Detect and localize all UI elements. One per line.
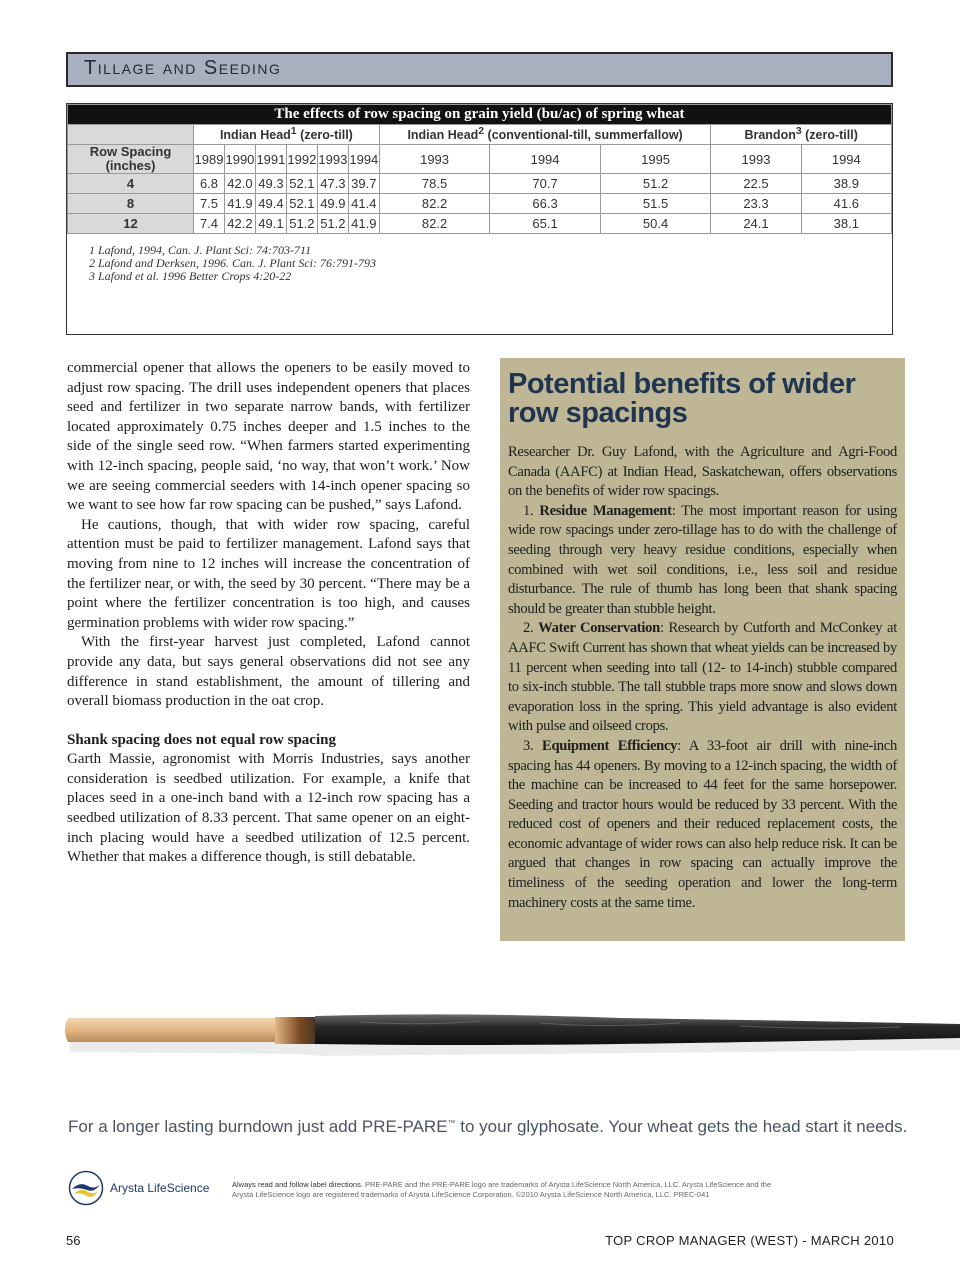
yield-cell: 50.4 — [600, 214, 711, 234]
article-column — [67, 359, 470, 868]
row-spacing-header: Row Spacing (inches) — [68, 145, 194, 174]
page-number: 56 — [66, 1233, 81, 1248]
article-paragraph: commercial opener that allows the openers to be easily moved to adjust row spacing. The drill uses independent openers that places seed and fertilizer in two separate narrow bands, with fertilizer located approximately 0.75 inches deeper and 1.5 inches to the side of the single seed row. “When farmers started experimenting with 12-inch spacing, people said, ‘no way, that won’t work.’ Now we are seeing commercial seeders with 14-inch opener spacing so we want to see how far row spacing can be pushed,” says Lafond. — [67, 360, 470, 514]
year-cell: 1992 — [286, 145, 317, 174]
yield-cell: 82.2 — [379, 214, 490, 234]
yield-cell: 51.2 — [600, 174, 711, 194]
row-spacing-value: 8 — [68, 194, 194, 214]
yield-cell: 49.9 — [317, 194, 348, 214]
yield-cell: 52.1 — [286, 194, 317, 214]
yield-cell: 51.5 — [600, 194, 711, 214]
logo-text: Arysta LifeScience — [110, 1181, 210, 1195]
article-subhead: Shank spacing does not equal row spacing — [67, 731, 336, 748]
yield-cell: 6.8 — [194, 174, 225, 194]
year-cell: 1994 — [801, 145, 891, 174]
year-cell: 1993 — [379, 145, 490, 174]
empty-corner — [68, 125, 194, 145]
footnote: 2 Lafond and Derksen, 1996. Can. J. Plant Sci: 76:791-793 — [89, 256, 376, 270]
sidebar-item: 1. Residue Management: The most important reason for using wide row spacings under zero-tillage has to do with the challenge of seeding through very heavy residue conditions, especially when combined with wet soil conditions, i.e., less soil and residue disturbance. The rule of thumb has long been that shank spacing should be greater than stubble height. — [508, 502, 897, 617]
table-row — [68, 214, 892, 234]
year-cell: 1993 — [711, 145, 801, 174]
yield-cell: 52.1 — [286, 174, 317, 194]
sidebar-item-term: Water Conservation — [538, 620, 660, 637]
yield-cell: 41.6 — [801, 194, 891, 214]
year-header-row — [68, 145, 892, 174]
yield-cell: 78.5 — [379, 174, 490, 194]
yield-table — [67, 104, 892, 234]
sidebar-title: Potential benefits of wider row spacings — [508, 368, 856, 429]
row-spacing-value: 12 — [68, 214, 194, 234]
yield-cell: 38.1 — [801, 214, 891, 234]
section-header — [66, 52, 893, 87]
year-cell: 1994 — [348, 145, 379, 174]
yield-table-box — [66, 103, 893, 335]
yield-cell: 24.1 — [711, 214, 801, 234]
yield-cell: 38.9 — [801, 174, 891, 194]
yield-cell: 65.1 — [490, 214, 601, 234]
publication-footer: TOP CROP MANAGER (WEST) - MARCH 2010 — [605, 1233, 894, 1248]
sidebar-item-term: Residue Management — [539, 502, 672, 519]
yield-cell: 49.1 — [255, 214, 286, 234]
year-cell: 1989 — [194, 145, 225, 174]
yield-cell: 42.2 — [224, 214, 255, 234]
sidebar-item: 3. Equipment Efficiency: A 33-foot air drill with nine-inch spacing has 44 openers. By moving to a 12-inch spacing, the width of the machine can be increased to 44 feet for the same horsepower. Seeding and tractor hours would be reduced by 33 percent. With the reduced cost of openers and their reduced replacement costs, the economic advantage of wider rows can also help reduce risk. It can be argued that changes in row spacing can actually improve the timeliness of the seeding operation and lower the long-term machinery costs at the same time. — [508, 737, 897, 911]
table-footnotes — [67, 234, 892, 283]
yield-cell: 66.3 — [490, 194, 601, 214]
sidebar-intro: Researcher Dr. Guy Lafond, with the Agriculture and Agri-Food Canada (AAFC) at Indian Head, Saskatchewan, offers observations on the benefits of wider row spacings. — [508, 444, 897, 500]
yield-cell: 82.2 — [379, 194, 490, 214]
yield-cell: 7.5 — [194, 194, 225, 214]
yield-cell: 49.3 — [255, 174, 286, 194]
yield-cell: 22.5 — [711, 174, 801, 194]
ad-tagline: For a longer lasting burndown just add PRE-PARE™ to your glyphosate. Your wheat gets the head start it needs. — [68, 1117, 908, 1136]
article-paragraph: Garth Massie, agronomist with Morris Industries, says another consideration is seedbed utilization. For example, a knife that places seed in a one-inch band with a 12-inch row spacing has a seedbed utilization of 8.33 percent. That same opener on an eight-inch placing would have a seedbed utilization of 12.5 percent. Whether that makes a difference though, is still debatable. — [67, 751, 470, 866]
arysta-swoosh-icon — [68, 1170, 104, 1206]
yield-cell: 41.9 — [348, 214, 379, 234]
yield-cell: 70.7 — [490, 174, 601, 194]
sidebar-item-term: Equipment Efficiency — [542, 737, 678, 754]
yield-cell: 39.7 — [348, 174, 379, 194]
group-indian-head-conventional: Indian Head$^2$ (conventional-till, summerfallow) — [379, 125, 711, 145]
year-cell: 1994 — [490, 145, 601, 174]
yield-cell: 23.3 — [711, 194, 801, 214]
group-header-row — [68, 125, 892, 145]
yield-cell: 41.9 — [224, 194, 255, 214]
table-row — [68, 174, 892, 194]
legal-text: Always read and follow label directions. PRE-PARE and the PRE-PARE logo are trademarks of Arysta LifeScience North America, LLC. Arysta LifeScience and the Arysta LifeScience logo are registered trademarks of Arysta LifeScience Corporation. ©2010 Arysta LifeScience North America, LLC. PREC-041 — [232, 1180, 772, 1199]
footnote: 1 Lafond, 1994, Can. J. Plant Sci: 74:703-711 — [89, 243, 312, 257]
year-cell: 1990 — [224, 145, 255, 174]
year-cell: 1993 — [317, 145, 348, 174]
year-cell: 1995 — [600, 145, 711, 174]
section-title: Tillage and Seeding — [84, 57, 282, 79]
yield-cell: 49.4 — [255, 194, 286, 214]
group-brandon: Brandon$^3$ (zero-till) — [711, 125, 892, 145]
yield-cell: 51.2 — [286, 214, 317, 234]
footnote: 3 Lafond et al. 1996 Better Crops 4:20-22 — [89, 269, 292, 283]
group-indian-head-zero-till: Indian Head$^1$ (zero-till) — [194, 125, 380, 145]
yield-cell: 51.2 — [317, 214, 348, 234]
burnt-match-image — [60, 1008, 960, 1060]
article-paragraph: With the first-year harvest just completed, Lafond cannot provide any data, but says general observations did not see any difference in stand establishment, the amount of tillering and overall biomass production in the oat crop. — [67, 634, 470, 710]
article-paragraph: He cautions, though, that with wider row spacing, careful attention must be paid to fertilizer management. Lafond says that moving from nine to 12 inches will increase the concentration of the fertilizer near, or with, the seed by 30 percent. “There may be a point where the fertilizer concentration is too high, and causes germination problems with wider row spacing.” — [67, 516, 470, 631]
arysta-logo — [68, 1170, 218, 1210]
year-cell: 1991 — [255, 145, 286, 174]
yield-cell: 42.0 — [224, 174, 255, 194]
benefits-sidebar — [500, 358, 905, 941]
yield-cell: 7.4 — [194, 214, 225, 234]
yield-cell: 41.4 — [348, 194, 379, 214]
row-spacing-value: 4 — [68, 174, 194, 194]
sidebar-item: 2. Water Conservation: Research by Cutforth and McConkey at AAFC Swift Current has shown that wheat yields can be increased by 11 percent when seeding into tall (12- to 14-inch) stubble compared to six-inch stubble. The tall stubble traps more snow and slows down evaporation loss in the spring. This yield advantage is also evident with pulse and oilseed crops. — [508, 620, 897, 735]
table-caption: The effects of row spacing on grain yield (bu/ac) of spring wheat — [68, 105, 892, 125]
yield-cell: 47.3 — [317, 174, 348, 194]
table-row — [68, 194, 892, 214]
